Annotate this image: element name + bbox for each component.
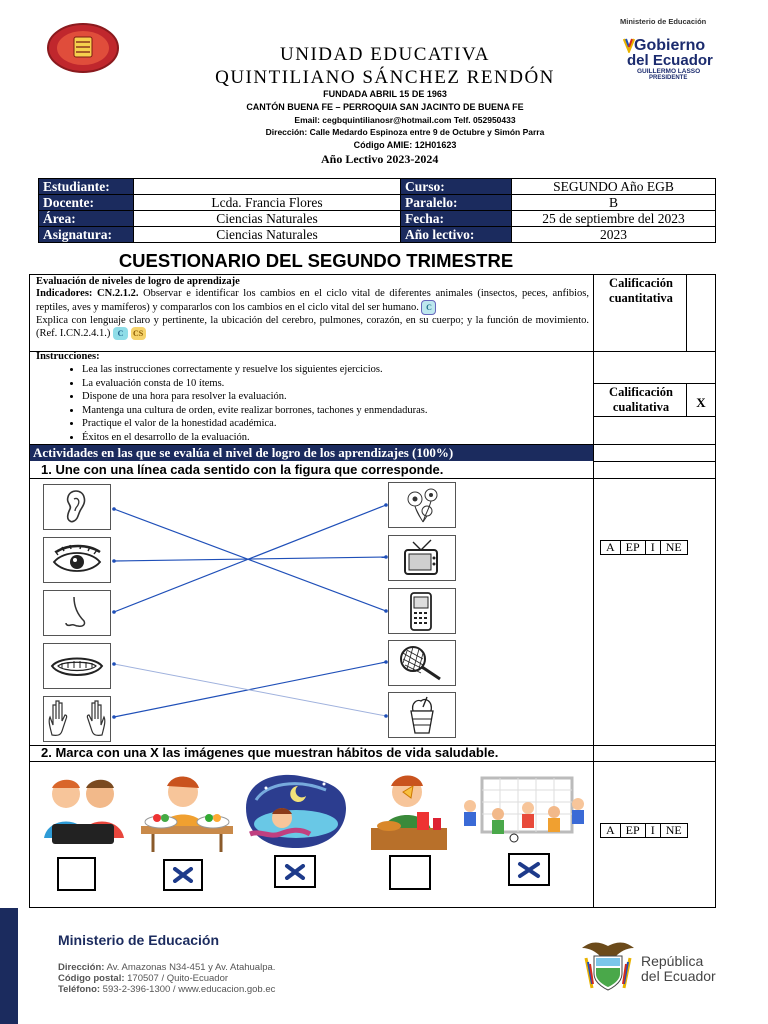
school-name-line1: UNIDAD EDUCATIVA [280,44,490,65]
parallel-label: Paralelo: [401,195,512,211]
amie-line: Código AMIE: 12H01623 [353,140,457,150]
competency-badge-c2: C [113,327,128,340]
question-1-text: 1. Une con una línea cada sentido con la figura que corresponde. [41,462,444,477]
quiz-title: CUESTIONARIO DEL SEGUNDO TRIMESTRE [118,250,514,271]
date-label: Fecha: [401,211,512,227]
gov-line1: Gobierno [634,37,706,54]
teacher-value: Lcda. Francia Flores [134,195,401,211]
healthy-checkbox-2[interactable] [163,859,203,891]
footer-address: Dirección: Av. Amazonas N34-451 y Av. Atahualpa. Código postal: 170507 / Quito-Ecuador Teléfono: 593-2-396-1300 / www.educacion.gob.ec [58,962,276,995]
ecuador-coat-of-arms-icon [578,934,638,996]
activities-bar: Actividades en las que se evalúa el nivel de logro de los aprendizajes (100%) [30,445,593,461]
scale-ne[interactable]: NE [660,541,687,555]
scale-ep[interactable]: EP [620,541,645,555]
child-eating-healthy-icon [137,768,237,853]
area-value: Ciencias Naturales [134,211,401,227]
instruction-item: • Éxitos en el desarrollo de la evaluación. [82,431,589,445]
gov-line2: del Ecuador [627,52,713,69]
location-line: CANTÓN BUENA FE – PERROQUIA SAN JACINTO DE BUENA FE [246,102,524,112]
instruction-item: • Practique el valor de la honestidad académica. [82,417,589,431]
indicators-label: Indicadores: CN.2.1.2. [36,288,139,299]
instruction-item: • Mantenga una cultura de orden, evite realizar borrones, tachones y enmendaduras. [82,404,589,418]
date-value: 25 de septiembre del 2023 [512,211,716,227]
gov-line3: GUILLERMO LASSO [637,68,701,75]
instruction-item: • La evaluación consta de 10 ítems. [82,377,589,391]
republic-line1: República [641,953,704,969]
student-label: Estudiante: [39,179,134,195]
scale-ne[interactable]: NE [660,824,687,838]
explain-text: Explica con lenguaje claro y pertinente, la ubicación del cerebro, pulmones, corazón, en su cuerpo; y la función de movimiento. (Ref. I.CN.2.4.1.) C CS [36,315,589,339]
subject-label: Asignatura: [39,227,134,243]
child-junk-food-icon [365,768,451,854]
child-sleeping-icon [240,768,352,850]
healthy-checkbox-4[interactable] [389,855,431,890]
children-gaming-icon [34,768,134,848]
school-year-line: Año Lectivo 2023-2024 [321,152,439,166]
instructions-heading: Instrucciones: [36,351,100,362]
footer-ministry: Ministerio de Educación [58,932,220,948]
qualitative-grade-value[interactable]: X [696,395,706,410]
qualitative-grade-label: Calificación cualitativa [609,385,673,414]
scale-a[interactable]: A [601,541,621,555]
grade-scale-q1 [600,540,688,555]
x-mark-icon [517,861,541,879]
teacher-label: Docente: [39,195,134,211]
scale-ep[interactable]: EP [620,824,645,838]
children-soccer-icon [456,768,591,850]
ministry-small-label: Ministerio de Educación [620,17,707,26]
scale-i[interactable]: I [645,541,660,555]
course-label: Curso: [401,179,512,195]
instruction-item: • Lea las instrucciones correctamente y resuelve los siguientes ejercicios. [82,363,589,377]
quantitative-grade-label: Calificación cuantitativa [609,276,673,305]
competency-badge-cs: CS [131,327,146,340]
footer-side-bar [0,908,18,1024]
gov-line4: PRESIDENTE [649,75,688,81]
area-label: Área: [39,211,134,227]
parallel-value: B [512,195,716,211]
republic-line2: del Ecuador [641,968,716,984]
year-value: 2023 [512,227,716,243]
x-mark-icon [172,867,194,883]
school-name-line2: QUINTILIANO SÁNCHEZ RENDÓN [215,67,555,88]
x-mark-icon [284,864,306,880]
subject-value: Ciencias Naturales [134,227,401,243]
evaluation-heading: Evaluación de niveles de logro de aprendizaje [36,276,240,287]
healthy-checkbox-3[interactable] [274,855,316,888]
healthy-checkbox-5[interactable] [508,853,550,886]
address-line: Dirección: Calle Medardo Espinoza entre 9 de Octubre y Simón Parra [265,127,545,137]
email-line: Email: cegbquintilianosr@hotmail.com Telf. 052950433 [294,115,516,125]
question-2-text: 2. Marca con una X las imágenes que muestran hábitos de vida saludable. [41,745,499,760]
competency-badge-c: C [421,300,436,315]
instruction-item: • Dispone de una hora para resolver la evaluación. [82,390,589,404]
grade-scale-q2 [600,823,688,838]
healthy-checkbox-1[interactable] [57,857,96,891]
founded-line: FUNDADA ABRIL 15 DE 1963 [323,89,447,99]
course-value: SEGUNDO Año EGB [512,179,716,195]
scale-a[interactable]: A [601,824,621,838]
scale-i[interactable]: I [645,824,660,838]
indicators-body: Observar e identificar los cambios en el ciclo vital de diferentes animales (insectos, peces, anfibios, reptiles, aves y mamíferos) y compararlos con los cambios en el ciclo vital del ser humano. [36,288,590,313]
year-label: Año lectivo: [401,227,512,243]
